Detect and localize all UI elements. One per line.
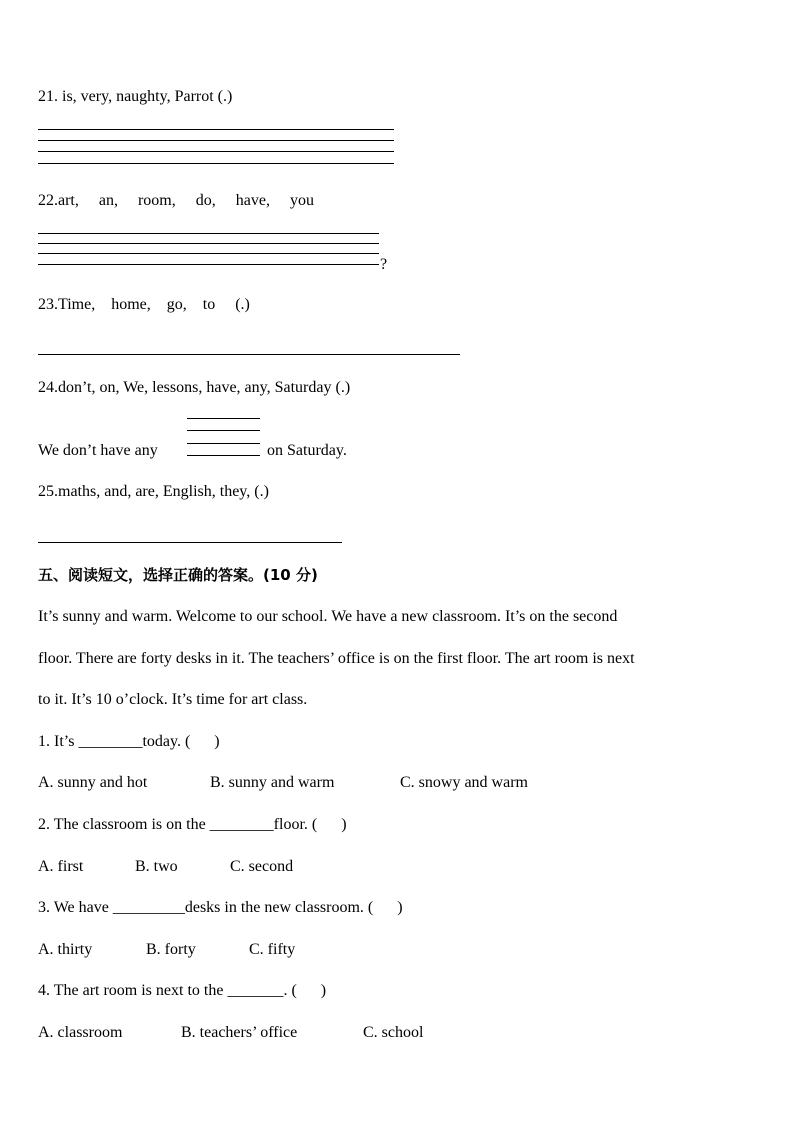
- answer-line: [187, 455, 260, 456]
- option-c: C. snowy and warm: [400, 774, 528, 791]
- answer-line: [38, 129, 394, 130]
- option-a: A. sunny and hot: [38, 774, 148, 791]
- option-c: C. fifty: [249, 941, 296, 958]
- option-b: B. teachers’ office: [181, 1024, 298, 1041]
- answer-line: [38, 233, 379, 234]
- option-b: B. forty: [146, 941, 196, 958]
- option-b: B. two: [135, 858, 178, 875]
- question-stem: 3. We have _________desks in the new classroom. ( ): [38, 899, 403, 916]
- question-22-prompt: 22.art, an, room, do, have, you: [38, 192, 314, 209]
- answer-line: [38, 151, 394, 152]
- question-24-sentence-end: on Saturday.: [267, 442, 347, 459]
- option-b: B. sunny and warm: [210, 774, 335, 791]
- question-mark: ?: [380, 256, 388, 273]
- question-24-sentence-start: We don’t have any: [38, 442, 158, 459]
- option-a: A. first: [38, 858, 84, 875]
- answer-line: [38, 264, 379, 265]
- question-25-prompt: 25.maths, and, are, English, they, (.): [38, 483, 269, 500]
- option-c: C. school: [363, 1024, 424, 1041]
- option-c: C. second: [230, 858, 294, 875]
- answer-line: [38, 243, 379, 244]
- question-stem: 4. The art room is next to the _______. ( ): [38, 982, 327, 999]
- option-a: A. thirty: [38, 941, 93, 958]
- passage-line: to it. It’s 10 o’clock. It’s time for art class.: [38, 691, 308, 708]
- passage-line: It’s sunny and warm. Welcome to our school. We have a new classroom. It’s on the second: [38, 608, 618, 625]
- answer-line: [38, 140, 394, 141]
- answer-line: [38, 163, 394, 164]
- question-21-prompt: 21. is, very, naughty, Parrot (.): [38, 88, 233, 105]
- question-stem: 2. The classroom is on the ________floor. ( ): [38, 816, 347, 833]
- section-heading: 五、阅读短文，选择正确的答案。(10 分): [38, 566, 318, 584]
- answer-line: [187, 443, 260, 444]
- question-24-prompt: 24.don’t, on, We, lessons, have, any, Saturday (.): [38, 379, 351, 396]
- answer-line: [38, 253, 379, 254]
- answer-line: [187, 430, 260, 431]
- question-23-prompt: 23.Time, home, go, to (.): [38, 296, 250, 313]
- passage-line: floor. There are forty desks in it. The teachers’ office is on the first floor. The art room is next: [38, 650, 635, 667]
- option-a: A. classroom: [38, 1024, 123, 1041]
- answer-line: [38, 542, 342, 543]
- answer-line: [38, 354, 460, 355]
- answer-line: [187, 418, 260, 419]
- question-stem: 1. It’s ________today. ( ): [38, 733, 220, 750]
